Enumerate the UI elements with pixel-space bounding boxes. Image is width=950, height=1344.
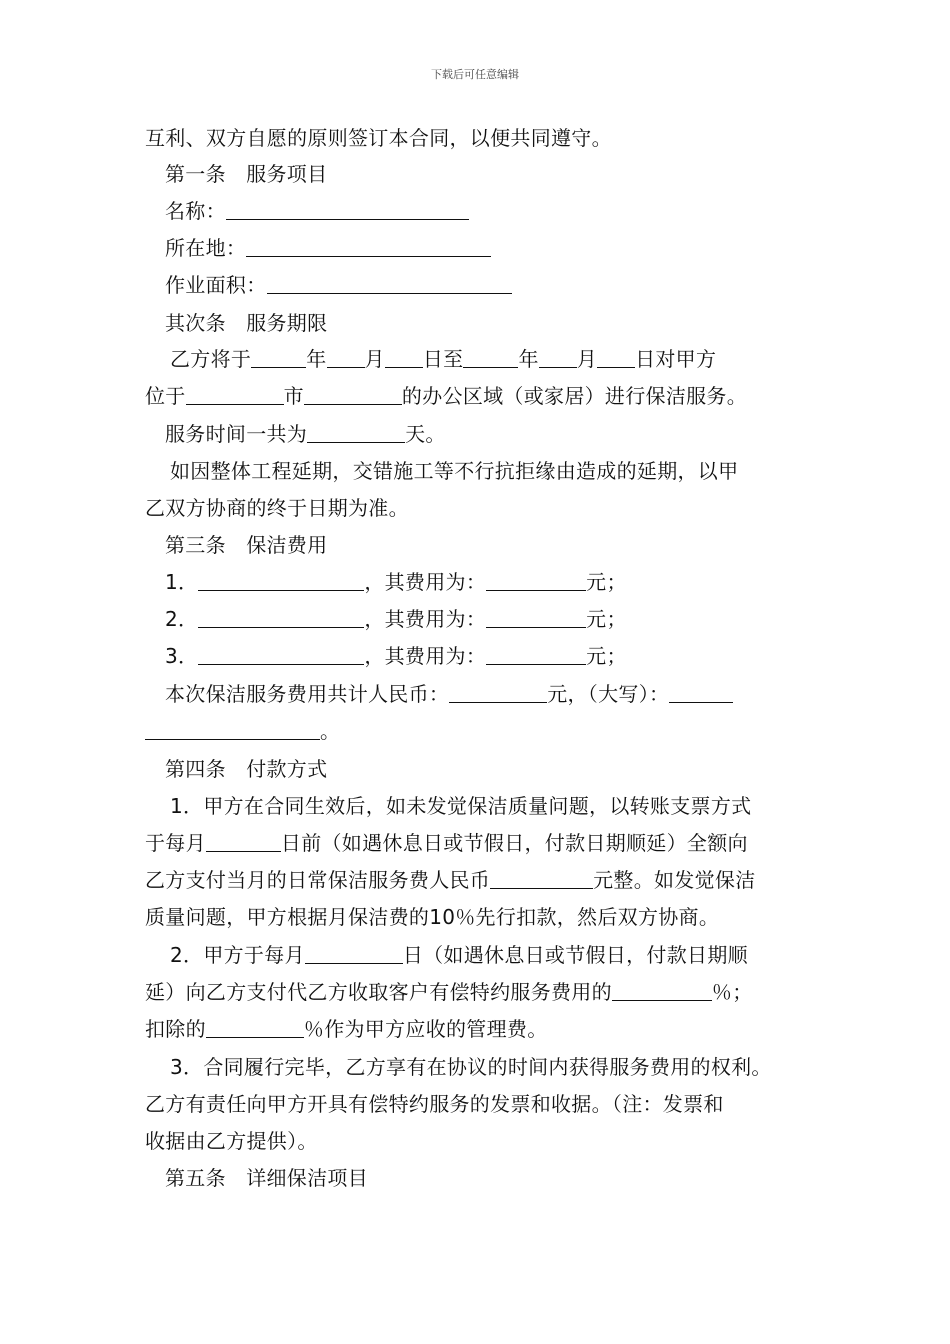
payment-clause-2-line-2: 延）向乙方支付代乙方收取客户有偿特约服务费用的 ％； [145, 980, 753, 1004]
article-5-heading: 第五条 详细保洁项目 [165, 1166, 368, 1190]
start-day-blank[interactable] [385, 349, 423, 368]
total-fee-line-continued: 。 [145, 717, 340, 745]
fee-item-2: 2． ，其费用为： 元； [165, 607, 627, 631]
location-blank[interactable] [246, 238, 491, 257]
days-blank[interactable] [307, 424, 405, 443]
end-month-blank[interactable] [539, 349, 577, 368]
delay-clause-line-2: 乙双方协商的终于日期为准。 [145, 496, 409, 520]
name-label: 名称： [165, 199, 226, 223]
fee-item-1: 1． ，其费用为： 元； [165, 570, 627, 594]
payment-clause-3-line-1: 3．合同履行完毕，乙方享有在协议的时间内获得服务费用的权利。 [170, 1055, 772, 1079]
payment-clause-3-line-2: 乙方有责任向甲方开具有偿特约服务的发票和收据。（注：发票和 [145, 1092, 724, 1116]
total-uppercase-blank-2[interactable] [145, 721, 320, 740]
district-blank[interactable] [304, 386, 402, 405]
area-label: 作业面积： [165, 273, 267, 297]
fee-item-3: 3． ，其费用为： 元； [165, 644, 627, 668]
fee-item-2-name-blank[interactable] [198, 609, 364, 628]
service-period-line: 乙方将于 年 月 日至 年 月 日对甲方 [170, 347, 717, 371]
area-blank[interactable] [267, 275, 512, 294]
payment-clause-1-line-3: 乙方支付当月的日常保洁服务费人民币 元整。如发觉保洁 [145, 868, 756, 892]
fee-item-2-amount-blank[interactable] [486, 609, 586, 628]
location-label: 所在地： [165, 236, 247, 260]
article-4-heading: 第四条 付款方式 [165, 757, 328, 781]
payment-clause-1-line-1: 1．甲方在合同生效后，如未发觉保洁质量问题，以转账支票方式 [170, 794, 752, 818]
area-field-row [165, 271, 512, 299]
payment-day-blank[interactable] [305, 945, 403, 964]
intro-line: 互利、双方自愿的原则签订本合同，以便共同遵守。 [145, 126, 612, 150]
total-amount-blank[interactable] [449, 684, 547, 703]
service-duration-line: 服务时间一共为 天。 [165, 422, 446, 446]
article-3-heading: 第三条 保洁费用 [165, 533, 328, 557]
special-service-percent-blank[interactable] [612, 982, 712, 1001]
article-2-heading: 其次条 服务期限 [165, 311, 328, 335]
fee-item-1-name-blank[interactable] [198, 572, 364, 591]
total-uppercase-blank-1[interactable] [669, 684, 733, 703]
payment-clause-2-line-1: 2．甲方于每月 日（如遇休息日或节假日，付款日期顺 [170, 943, 748, 967]
end-year-blank[interactable] [463, 349, 518, 368]
city-blank[interactable] [186, 386, 284, 405]
fee-item-1-amount-blank[interactable] [486, 572, 586, 591]
payment-clause-1-line-2: 于每月 日前（如遇休息日或节假日，付款日期顺延）全额向 [145, 831, 748, 855]
start-month-blank[interactable] [327, 349, 365, 368]
location-field-row [165, 234, 491, 262]
monthly-fee-blank[interactable] [490, 870, 593, 889]
management-fee-percent-blank[interactable] [206, 1019, 304, 1038]
fee-item-3-amount-blank[interactable] [486, 646, 586, 665]
delay-clause-line-1: 如因整体工程延期，交错施工等不行抗拒缘由造成的延期，以甲 [170, 459, 739, 483]
name-blank[interactable] [226, 201, 469, 220]
payment-clause-3-line-3: 收据由乙方提供）。 [145, 1129, 318, 1153]
fee-item-3-name-blank[interactable] [198, 646, 364, 665]
page-header: 下载后可任意编辑 [431, 68, 519, 81]
payment-clause-2-line-3: 扣除的 ％作为甲方应收的管理费。 [145, 1017, 548, 1041]
total-fee-line: 本次保洁服务费用共计人民币： 元，（大写）： [165, 680, 733, 708]
monthly-payment-day-blank[interactable] [206, 833, 281, 852]
payment-clause-1-line-4: 质量问题，甲方根据月保洁费的10％先行扣款，然后双方协商。 [145, 905, 720, 929]
service-location-line: 位于 市 的办公区域（或家居）进行保洁服务。 [145, 384, 748, 408]
end-day-blank[interactable] [597, 349, 635, 368]
start-year-blank[interactable] [251, 349, 306, 368]
name-field-row [165, 197, 469, 225]
article-1-heading: 第一条 服务项目 [165, 162, 328, 186]
